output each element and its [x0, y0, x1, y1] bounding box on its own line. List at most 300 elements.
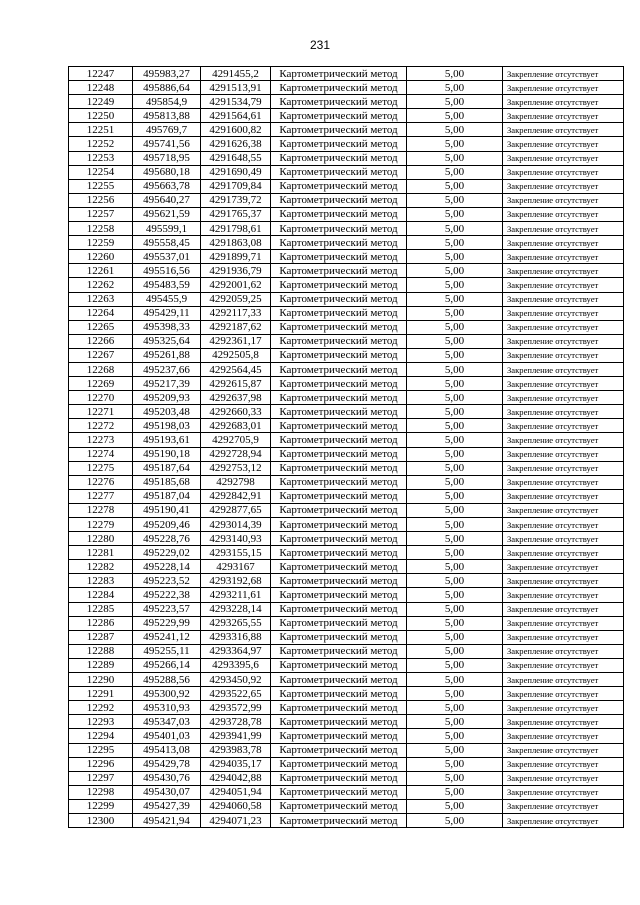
fixation-cell: Закрепление отсутствует	[503, 560, 624, 574]
x-coordinate-cell: 495854,9	[133, 95, 201, 109]
y-coordinate-cell: 4291626,38	[201, 137, 271, 151]
error-cell: 5,00	[407, 503, 503, 517]
table-row	[69, 348, 624, 362]
x-coordinate-cell: 495223,57	[133, 602, 201, 616]
table-row	[69, 785, 624, 799]
table-row	[69, 715, 624, 729]
point-number-cell: 12263	[69, 292, 133, 306]
table-row	[69, 151, 624, 165]
point-number-cell: 12256	[69, 193, 133, 207]
y-coordinate-cell: 4293167	[201, 560, 271, 574]
table-row	[69, 560, 624, 574]
point-number-cell: 12277	[69, 489, 133, 503]
method-cell: Картометрический метод	[271, 687, 407, 701]
method-cell: Картометрический метод	[271, 236, 407, 250]
point-number-cell: 12249	[69, 95, 133, 109]
y-coordinate-cell: 4291798,61	[201, 222, 271, 236]
method-cell: Картометрический метод	[271, 292, 407, 306]
y-coordinate-cell: 4292683,01	[201, 419, 271, 433]
error-cell: 5,00	[407, 405, 503, 419]
method-cell: Картометрический метод	[271, 813, 407, 827]
table-row	[69, 306, 624, 320]
error-cell: 5,00	[407, 447, 503, 461]
fixation-cell: Закрепление отсутствует	[503, 743, 624, 757]
point-number-cell: 12255	[69, 179, 133, 193]
method-cell: Картометрический метод	[271, 757, 407, 771]
method-cell: Картометрический метод	[271, 320, 407, 334]
y-coordinate-cell: 4294060,58	[201, 799, 271, 813]
fixation-cell: Закрепление отсутствует	[503, 785, 624, 799]
point-number-cell: 12282	[69, 560, 133, 574]
x-coordinate-cell: 495516,56	[133, 264, 201, 278]
x-coordinate-cell: 495558,45	[133, 236, 201, 250]
point-number-cell: 12253	[69, 151, 133, 165]
error-cell: 5,00	[407, 67, 503, 81]
error-cell: 5,00	[407, 588, 503, 602]
y-coordinate-cell: 4291863,08	[201, 236, 271, 250]
point-number-cell: 12281	[69, 546, 133, 560]
point-number-cell: 12267	[69, 348, 133, 362]
fixation-cell: Закрепление отсутствует	[503, 222, 624, 236]
y-coordinate-cell: 4294071,23	[201, 813, 271, 827]
y-coordinate-cell: 4292505,8	[201, 348, 271, 362]
point-number-cell: 12269	[69, 377, 133, 391]
point-number-cell: 12262	[69, 278, 133, 292]
method-cell: Картометрический метод	[271, 137, 407, 151]
method-cell: Картометрический метод	[271, 334, 407, 348]
error-cell: 5,00	[407, 729, 503, 743]
y-coordinate-cell: 4292753,12	[201, 461, 271, 475]
y-coordinate-cell: 4293228,14	[201, 602, 271, 616]
method-cell: Картометрический метод	[271, 405, 407, 419]
x-coordinate-cell: 495255,11	[133, 644, 201, 658]
fixation-cell: Закрепление отсутствует	[503, 95, 624, 109]
y-coordinate-cell: 4292361,17	[201, 334, 271, 348]
fixation-cell: Закрепление отсутствует	[503, 419, 624, 433]
error-cell: 5,00	[407, 292, 503, 306]
fixation-cell: Закрепление отсутствует	[503, 574, 624, 588]
table-row	[69, 771, 624, 785]
method-cell: Картометрический метод	[271, 489, 407, 503]
fixation-cell: Закрепление отсутствует	[503, 644, 624, 658]
fixation-cell: Закрепление отсутствует	[503, 447, 624, 461]
y-coordinate-cell: 4291455,2	[201, 67, 271, 81]
method-cell: Картометрический метод	[271, 644, 407, 658]
method-cell: Картометрический метод	[271, 799, 407, 813]
method-cell: Картометрический метод	[271, 222, 407, 236]
point-number-cell: 12251	[69, 123, 133, 137]
table-row	[69, 701, 624, 715]
x-coordinate-cell: 495288,56	[133, 673, 201, 687]
error-cell: 5,00	[407, 109, 503, 123]
point-number-cell: 12247	[69, 67, 133, 81]
error-cell: 5,00	[407, 743, 503, 757]
error-cell: 5,00	[407, 546, 503, 560]
fixation-cell: Закрепление отсутствует	[503, 179, 624, 193]
point-number-cell: 12284	[69, 588, 133, 602]
y-coordinate-cell: 4293941,99	[201, 729, 271, 743]
point-number-cell: 12270	[69, 391, 133, 405]
method-cell: Картометрический метод	[271, 165, 407, 179]
point-number-cell: 12258	[69, 222, 133, 236]
table-row	[69, 236, 624, 250]
error-cell: 5,00	[407, 137, 503, 151]
x-coordinate-cell: 495222,38	[133, 588, 201, 602]
x-coordinate-cell: 495300,92	[133, 687, 201, 701]
error-cell: 5,00	[407, 771, 503, 785]
table-row	[69, 362, 624, 376]
x-coordinate-cell: 495185,68	[133, 475, 201, 489]
method-cell: Картометрический метод	[271, 151, 407, 165]
error-cell: 5,00	[407, 95, 503, 109]
error-cell: 5,00	[407, 433, 503, 447]
y-coordinate-cell: 4292564,45	[201, 362, 271, 376]
method-cell: Картометрический метод	[271, 701, 407, 715]
point-number-cell: 12295	[69, 743, 133, 757]
error-cell: 5,00	[407, 461, 503, 475]
point-number-cell: 12273	[69, 433, 133, 447]
x-coordinate-cell: 495886,64	[133, 81, 201, 95]
table-row	[69, 377, 624, 391]
method-cell: Картометрический метод	[271, 729, 407, 743]
method-cell: Картометрический метод	[271, 123, 407, 137]
x-coordinate-cell: 495241,12	[133, 630, 201, 644]
method-cell: Картометрический метод	[271, 658, 407, 672]
error-cell: 5,00	[407, 179, 503, 193]
error-cell: 5,00	[407, 644, 503, 658]
fixation-cell: Закрепление отсутствует	[503, 377, 624, 391]
fixation-cell: Закрепление отсутствует	[503, 193, 624, 207]
table-row	[69, 81, 624, 95]
fixation-cell: Закрепление отсутствует	[503, 489, 624, 503]
table-row	[69, 743, 624, 757]
x-coordinate-cell: 495266,14	[133, 658, 201, 672]
y-coordinate-cell: 4293983,78	[201, 743, 271, 757]
table-row	[69, 250, 624, 264]
point-number-cell: 12279	[69, 518, 133, 532]
y-coordinate-cell: 4292877,65	[201, 503, 271, 517]
fixation-cell: Закрепление отсутствует	[503, 588, 624, 602]
point-number-cell: 12290	[69, 673, 133, 687]
method-cell: Картометрический метод	[271, 278, 407, 292]
y-coordinate-cell: 4292842,91	[201, 489, 271, 503]
table-row	[69, 334, 624, 348]
point-number-cell: 12266	[69, 334, 133, 348]
point-number-cell: 12257	[69, 207, 133, 221]
y-coordinate-cell: 4292001,62	[201, 278, 271, 292]
fixation-cell: Закрепление отсутствует	[503, 546, 624, 560]
x-coordinate-cell: 495261,88	[133, 348, 201, 362]
table-row	[69, 799, 624, 813]
point-number-cell: 12297	[69, 771, 133, 785]
error-cell: 5,00	[407, 813, 503, 827]
fixation-cell: Закрепление отсутствует	[503, 391, 624, 405]
y-coordinate-cell: 4293211,61	[201, 588, 271, 602]
point-number-cell: 12250	[69, 109, 133, 123]
x-coordinate-cell: 495217,39	[133, 377, 201, 391]
method-cell: Картометрический метод	[271, 193, 407, 207]
x-coordinate-cell: 495347,03	[133, 715, 201, 729]
coordinates-table	[68, 66, 624, 828]
table-row	[69, 602, 624, 616]
table-row	[69, 503, 624, 517]
error-cell: 5,00	[407, 250, 503, 264]
point-number-cell: 12293	[69, 715, 133, 729]
method-cell: Картометрический метод	[271, 532, 407, 546]
y-coordinate-cell: 4292187,62	[201, 320, 271, 334]
y-coordinate-cell: 4293450,92	[201, 673, 271, 687]
error-cell: 5,00	[407, 419, 503, 433]
x-coordinate-cell: 495813,88	[133, 109, 201, 123]
method-cell: Картометрический метод	[271, 447, 407, 461]
y-coordinate-cell: 4291600,82	[201, 123, 271, 137]
y-coordinate-cell: 4291709,84	[201, 179, 271, 193]
point-number-cell: 12271	[69, 405, 133, 419]
method-cell: Картометрический метод	[271, 67, 407, 81]
x-coordinate-cell: 495209,46	[133, 518, 201, 532]
point-number-cell: 12299	[69, 799, 133, 813]
method-cell: Картометрический метод	[271, 179, 407, 193]
y-coordinate-cell: 4292637,98	[201, 391, 271, 405]
method-cell: Картометрический метод	[271, 560, 407, 574]
table-row	[69, 137, 624, 151]
error-cell: 5,00	[407, 489, 503, 503]
error-cell: 5,00	[407, 264, 503, 278]
fixation-cell: Закрепление отсутствует	[503, 602, 624, 616]
fixation-cell: Закрепление отсутствует	[503, 109, 624, 123]
table-row	[69, 673, 624, 687]
error-cell: 5,00	[407, 306, 503, 320]
fixation-cell: Закрепление отсутствует	[503, 250, 624, 264]
y-coordinate-cell: 4291899,71	[201, 250, 271, 264]
fixation-cell: Закрепление отсутствует	[503, 771, 624, 785]
point-number-cell: 12288	[69, 644, 133, 658]
method-cell: Картометрический метод	[271, 264, 407, 278]
point-number-cell: 12289	[69, 658, 133, 672]
x-coordinate-cell: 495190,18	[133, 447, 201, 461]
x-coordinate-cell: 495430,76	[133, 771, 201, 785]
table-row	[69, 222, 624, 236]
error-cell: 5,00	[407, 658, 503, 672]
point-number-cell: 12280	[69, 532, 133, 546]
y-coordinate-cell: 4292728,94	[201, 447, 271, 461]
error-cell: 5,00	[407, 701, 503, 715]
table-row	[69, 320, 624, 334]
fixation-cell: Закрепление отсутствует	[503, 362, 624, 376]
point-number-cell: 12283	[69, 574, 133, 588]
fixation-cell: Закрепление отсутствует	[503, 348, 624, 362]
y-coordinate-cell: 4293364,97	[201, 644, 271, 658]
point-number-cell: 12298	[69, 785, 133, 799]
table-row	[69, 574, 624, 588]
table-row	[69, 687, 624, 701]
point-number-cell: 12291	[69, 687, 133, 701]
y-coordinate-cell: 4291739,72	[201, 193, 271, 207]
y-coordinate-cell: 4293572,99	[201, 701, 271, 715]
method-cell: Картометрический метод	[271, 377, 407, 391]
error-cell: 5,00	[407, 123, 503, 137]
y-coordinate-cell: 4291936,79	[201, 264, 271, 278]
error-cell: 5,00	[407, 81, 503, 95]
point-number-cell: 12276	[69, 475, 133, 489]
y-coordinate-cell: 4293140,93	[201, 532, 271, 546]
table-row	[69, 405, 624, 419]
y-coordinate-cell: 4293522,65	[201, 687, 271, 701]
method-cell: Картометрический метод	[271, 391, 407, 405]
x-coordinate-cell: 495430,07	[133, 785, 201, 799]
coordinates-table-body	[69, 67, 624, 828]
fixation-cell: Закрепление отсутствует	[503, 264, 624, 278]
fixation-cell: Закрепление отсутствует	[503, 715, 624, 729]
x-coordinate-cell: 495325,64	[133, 334, 201, 348]
x-coordinate-cell: 495680,18	[133, 165, 201, 179]
fixation-cell: Закрепление отсутствует	[503, 673, 624, 687]
table-row	[69, 658, 624, 672]
method-cell: Картометрический метод	[271, 81, 407, 95]
x-coordinate-cell: 495640,27	[133, 193, 201, 207]
fixation-cell: Закрепление отсутствует	[503, 151, 624, 165]
fixation-cell: Закрепление отсутствует	[503, 799, 624, 813]
y-coordinate-cell: 4293395,6	[201, 658, 271, 672]
y-coordinate-cell: 4292117,33	[201, 306, 271, 320]
table-row	[69, 292, 624, 306]
point-number-cell: 12296	[69, 757, 133, 771]
x-coordinate-cell: 495229,02	[133, 546, 201, 560]
x-coordinate-cell: 495455,9	[133, 292, 201, 306]
y-coordinate-cell: 4293155,15	[201, 546, 271, 560]
table-row	[69, 813, 624, 827]
fixation-cell: Закрепление отсутствует	[503, 334, 624, 348]
method-cell: Картометрический метод	[271, 306, 407, 320]
table-row	[69, 518, 624, 532]
y-coordinate-cell: 4292660,33	[201, 405, 271, 419]
fixation-cell: Закрепление отсутствует	[503, 433, 624, 447]
table-row	[69, 532, 624, 546]
method-cell: Картометрический метод	[271, 630, 407, 644]
method-cell: Картометрический метод	[271, 715, 407, 729]
y-coordinate-cell: 4292705,9	[201, 433, 271, 447]
point-number-cell: 12265	[69, 320, 133, 334]
fixation-cell: Закрепление отсутствует	[503, 123, 624, 137]
table-row	[69, 165, 624, 179]
method-cell: Картометрический метод	[271, 348, 407, 362]
method-cell: Картометрический метод	[271, 475, 407, 489]
fixation-cell: Закрепление отсутствует	[503, 207, 624, 221]
table-row	[69, 123, 624, 137]
x-coordinate-cell: 495209,93	[133, 391, 201, 405]
table-row	[69, 207, 624, 221]
y-coordinate-cell: 4291564,61	[201, 109, 271, 123]
x-coordinate-cell: 495229,99	[133, 616, 201, 630]
x-coordinate-cell: 495769,7	[133, 123, 201, 137]
x-coordinate-cell: 495741,56	[133, 137, 201, 151]
error-cell: 5,00	[407, 560, 503, 574]
error-cell: 5,00	[407, 362, 503, 376]
x-coordinate-cell: 495203,48	[133, 405, 201, 419]
fixation-cell: Закрепление отсутствует	[503, 292, 624, 306]
x-coordinate-cell: 495483,59	[133, 278, 201, 292]
fixation-cell: Закрепление отсутствует	[503, 320, 624, 334]
method-cell: Картометрический метод	[271, 588, 407, 602]
point-number-cell: 12285	[69, 602, 133, 616]
x-coordinate-cell: 495198,03	[133, 419, 201, 433]
fixation-cell: Закрепление отсутствует	[503, 137, 624, 151]
method-cell: Картометрический метод	[271, 518, 407, 532]
x-coordinate-cell: 495537,01	[133, 250, 201, 264]
point-number-cell: 12275	[69, 461, 133, 475]
fixation-cell: Закрепление отсутствует	[503, 701, 624, 715]
y-coordinate-cell: 4291513,91	[201, 81, 271, 95]
y-coordinate-cell: 4291534,79	[201, 95, 271, 109]
page-number: 231	[309, 38, 331, 52]
method-cell: Картометрический метод	[271, 574, 407, 588]
x-coordinate-cell: 495421,94	[133, 813, 201, 827]
x-coordinate-cell: 495193,61	[133, 433, 201, 447]
table-row	[69, 729, 624, 743]
fixation-cell: Закрепление отсутствует	[503, 475, 624, 489]
error-cell: 5,00	[407, 377, 503, 391]
method-cell: Картометрический метод	[271, 743, 407, 757]
y-coordinate-cell: 4293265,55	[201, 616, 271, 630]
method-cell: Картометрический метод	[271, 503, 407, 517]
method-cell: Картометрический метод	[271, 546, 407, 560]
method-cell: Картометрический метод	[271, 461, 407, 475]
x-coordinate-cell: 495621,59	[133, 207, 201, 221]
y-coordinate-cell: 4294035,17	[201, 757, 271, 771]
error-cell: 5,00	[407, 193, 503, 207]
table-row	[69, 447, 624, 461]
x-coordinate-cell: 495718,95	[133, 151, 201, 165]
y-coordinate-cell: 4292615,87	[201, 377, 271, 391]
table-row	[69, 391, 624, 405]
fixation-cell: Закрепление отсутствует	[503, 729, 624, 743]
method-cell: Картометрический метод	[271, 616, 407, 630]
fixation-cell: Закрепление отсутствует	[503, 165, 624, 179]
error-cell: 5,00	[407, 574, 503, 588]
y-coordinate-cell: 4291765,37	[201, 207, 271, 221]
x-coordinate-cell: 495413,08	[133, 743, 201, 757]
point-number-cell: 12252	[69, 137, 133, 151]
error-cell: 5,00	[407, 236, 503, 250]
point-number-cell: 12272	[69, 419, 133, 433]
fixation-cell: Закрепление отсутствует	[503, 503, 624, 517]
point-number-cell: 12254	[69, 165, 133, 179]
x-coordinate-cell: 495398,33	[133, 320, 201, 334]
error-cell: 5,00	[407, 799, 503, 813]
fixation-cell: Закрепление отсутствует	[503, 461, 624, 475]
y-coordinate-cell: 4293192,68	[201, 574, 271, 588]
x-coordinate-cell: 495310,93	[133, 701, 201, 715]
method-cell: Картометрический метод	[271, 362, 407, 376]
table-row	[69, 278, 624, 292]
fixation-cell: Закрепление отсутствует	[503, 616, 624, 630]
point-number-cell: 12300	[69, 813, 133, 827]
error-cell: 5,00	[407, 334, 503, 348]
point-number-cell: 12261	[69, 264, 133, 278]
x-coordinate-cell: 495228,14	[133, 560, 201, 574]
fixation-cell: Закрепление отсутствует	[503, 687, 624, 701]
method-cell: Картометрический метод	[271, 207, 407, 221]
method-cell: Картометрический метод	[271, 433, 407, 447]
method-cell: Картометрический метод	[271, 419, 407, 433]
table-row	[69, 193, 624, 207]
point-number-cell: 12292	[69, 701, 133, 715]
table-row	[69, 433, 624, 447]
x-coordinate-cell: 495401,03	[133, 729, 201, 743]
y-coordinate-cell: 4291648,55	[201, 151, 271, 165]
error-cell: 5,00	[407, 222, 503, 236]
x-coordinate-cell: 495237,66	[133, 362, 201, 376]
